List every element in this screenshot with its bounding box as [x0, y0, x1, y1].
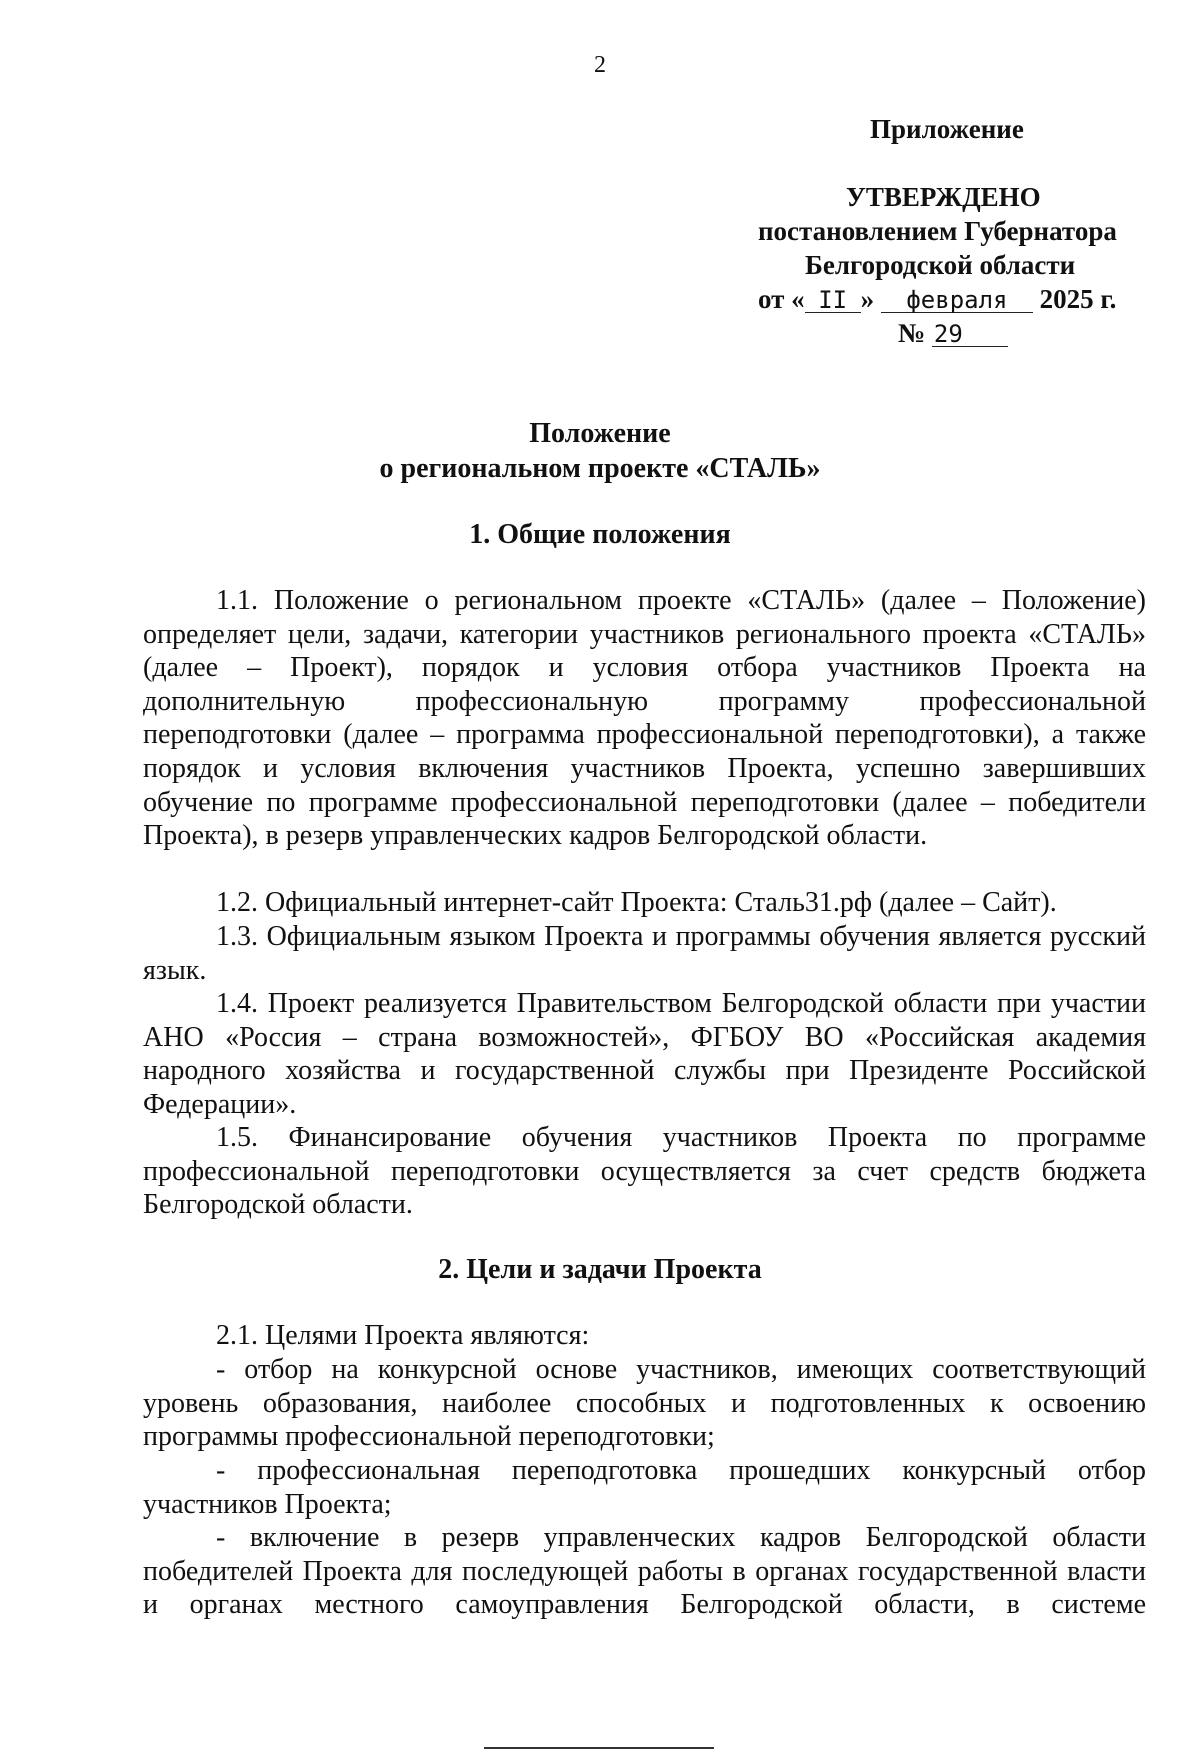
goal-item-2: - профессиональная переподготовка прошедших конкурсный отбор участников Проекта; — [143, 1455, 1146, 1520]
date-year: 2025 г. — [1039, 284, 1117, 314]
bottom-edge-mark — [484, 1747, 714, 1749]
approval-date — [758, 284, 1116, 315]
paragraph-1-5: 1.5. Финансирование обучения участников Проекта по программе профессиональной переподготовки осуществляется за счет средств бюджета Белгородской области. — [143, 1122, 1146, 1221]
approved-stamp-text: УТВЕРЖДЕНО — [846, 182, 1041, 212]
approved-by-decree: постановлением Губернатора — [758, 216, 1117, 246]
paragraph-1-1: 1.1. Положение о региональном проекте «СТАЛЬ» (далее – Положение) определяет цели, задачи, категории участников регионального проекта «СТАЛЬ» (далее – Проект), порядок и условия отбора участников Проекта на дополнительную профессиональную программу профессиональной переподготовки (далее – программа профессиональной переподготовки), а также порядок и условия включения участников Проекта, успешно завершивших обучение по программе профессиональной переподготовки (далее – победители Проекта), в резерв управленческих кадров Белгородской области. — [143, 585, 1146, 852]
goal-item-1: - отбор на конкурсной основе участников, имеющих соответствующий уровень образования, наиболее способных и подготовленных к освоению программы профессиональной переподготовки; — [143, 1354, 1146, 1453]
paragraph-1-3: 1.3. Официальным языком Проекта и программы обучения является русский язык. — [143, 921, 1146, 986]
number-prefix: № — [898, 318, 926, 348]
paragraph-1-2: 1.2. Официальный интернет-сайт Проекта: Сталь31.рф (далее – Сайт). — [216, 887, 1057, 918]
date-month-handwritten: февраля — [881, 288, 1033, 313]
date-mid: » — [860, 284, 875, 314]
document-title: Положение — [529, 418, 671, 449]
paragraph-2-1: 2.1. Целями Проекта являются: — [216, 1320, 590, 1351]
number-handwritten: 29 — [932, 322, 1008, 347]
page-number: 2 — [594, 52, 606, 78]
section-1-heading: 1. Общие положения — [469, 519, 731, 550]
appendix-label: Приложение — [870, 114, 1024, 144]
decree-number — [898, 318, 1008, 349]
goal-item-3: - включение в резерв управленческих кадров Белгородской области победителей Проекта для последующей работы в органах государственной власти и органах местного самоуправления Белгородской области, в системе — [143, 1522, 1146, 1621]
document-subtitle: о региональном проекте «СТАЛЬ» — [379, 453, 821, 484]
date-prefix: от « — [758, 284, 805, 314]
section-2-heading: 2. Цели и задачи Проекта — [438, 1254, 762, 1285]
approved-region: Белгородской области — [805, 250, 1076, 280]
date-day-handwritten: II — [805, 288, 861, 313]
paragraph-1-4: 1.4. Проект реализуется Правительством Белгородской области при участии АНО «Россия – страна возможностей», ФГБОУ ВО «Российская академия народного хозяйства и государственной службы при Президенте Российской Федерации». — [143, 988, 1146, 1120]
